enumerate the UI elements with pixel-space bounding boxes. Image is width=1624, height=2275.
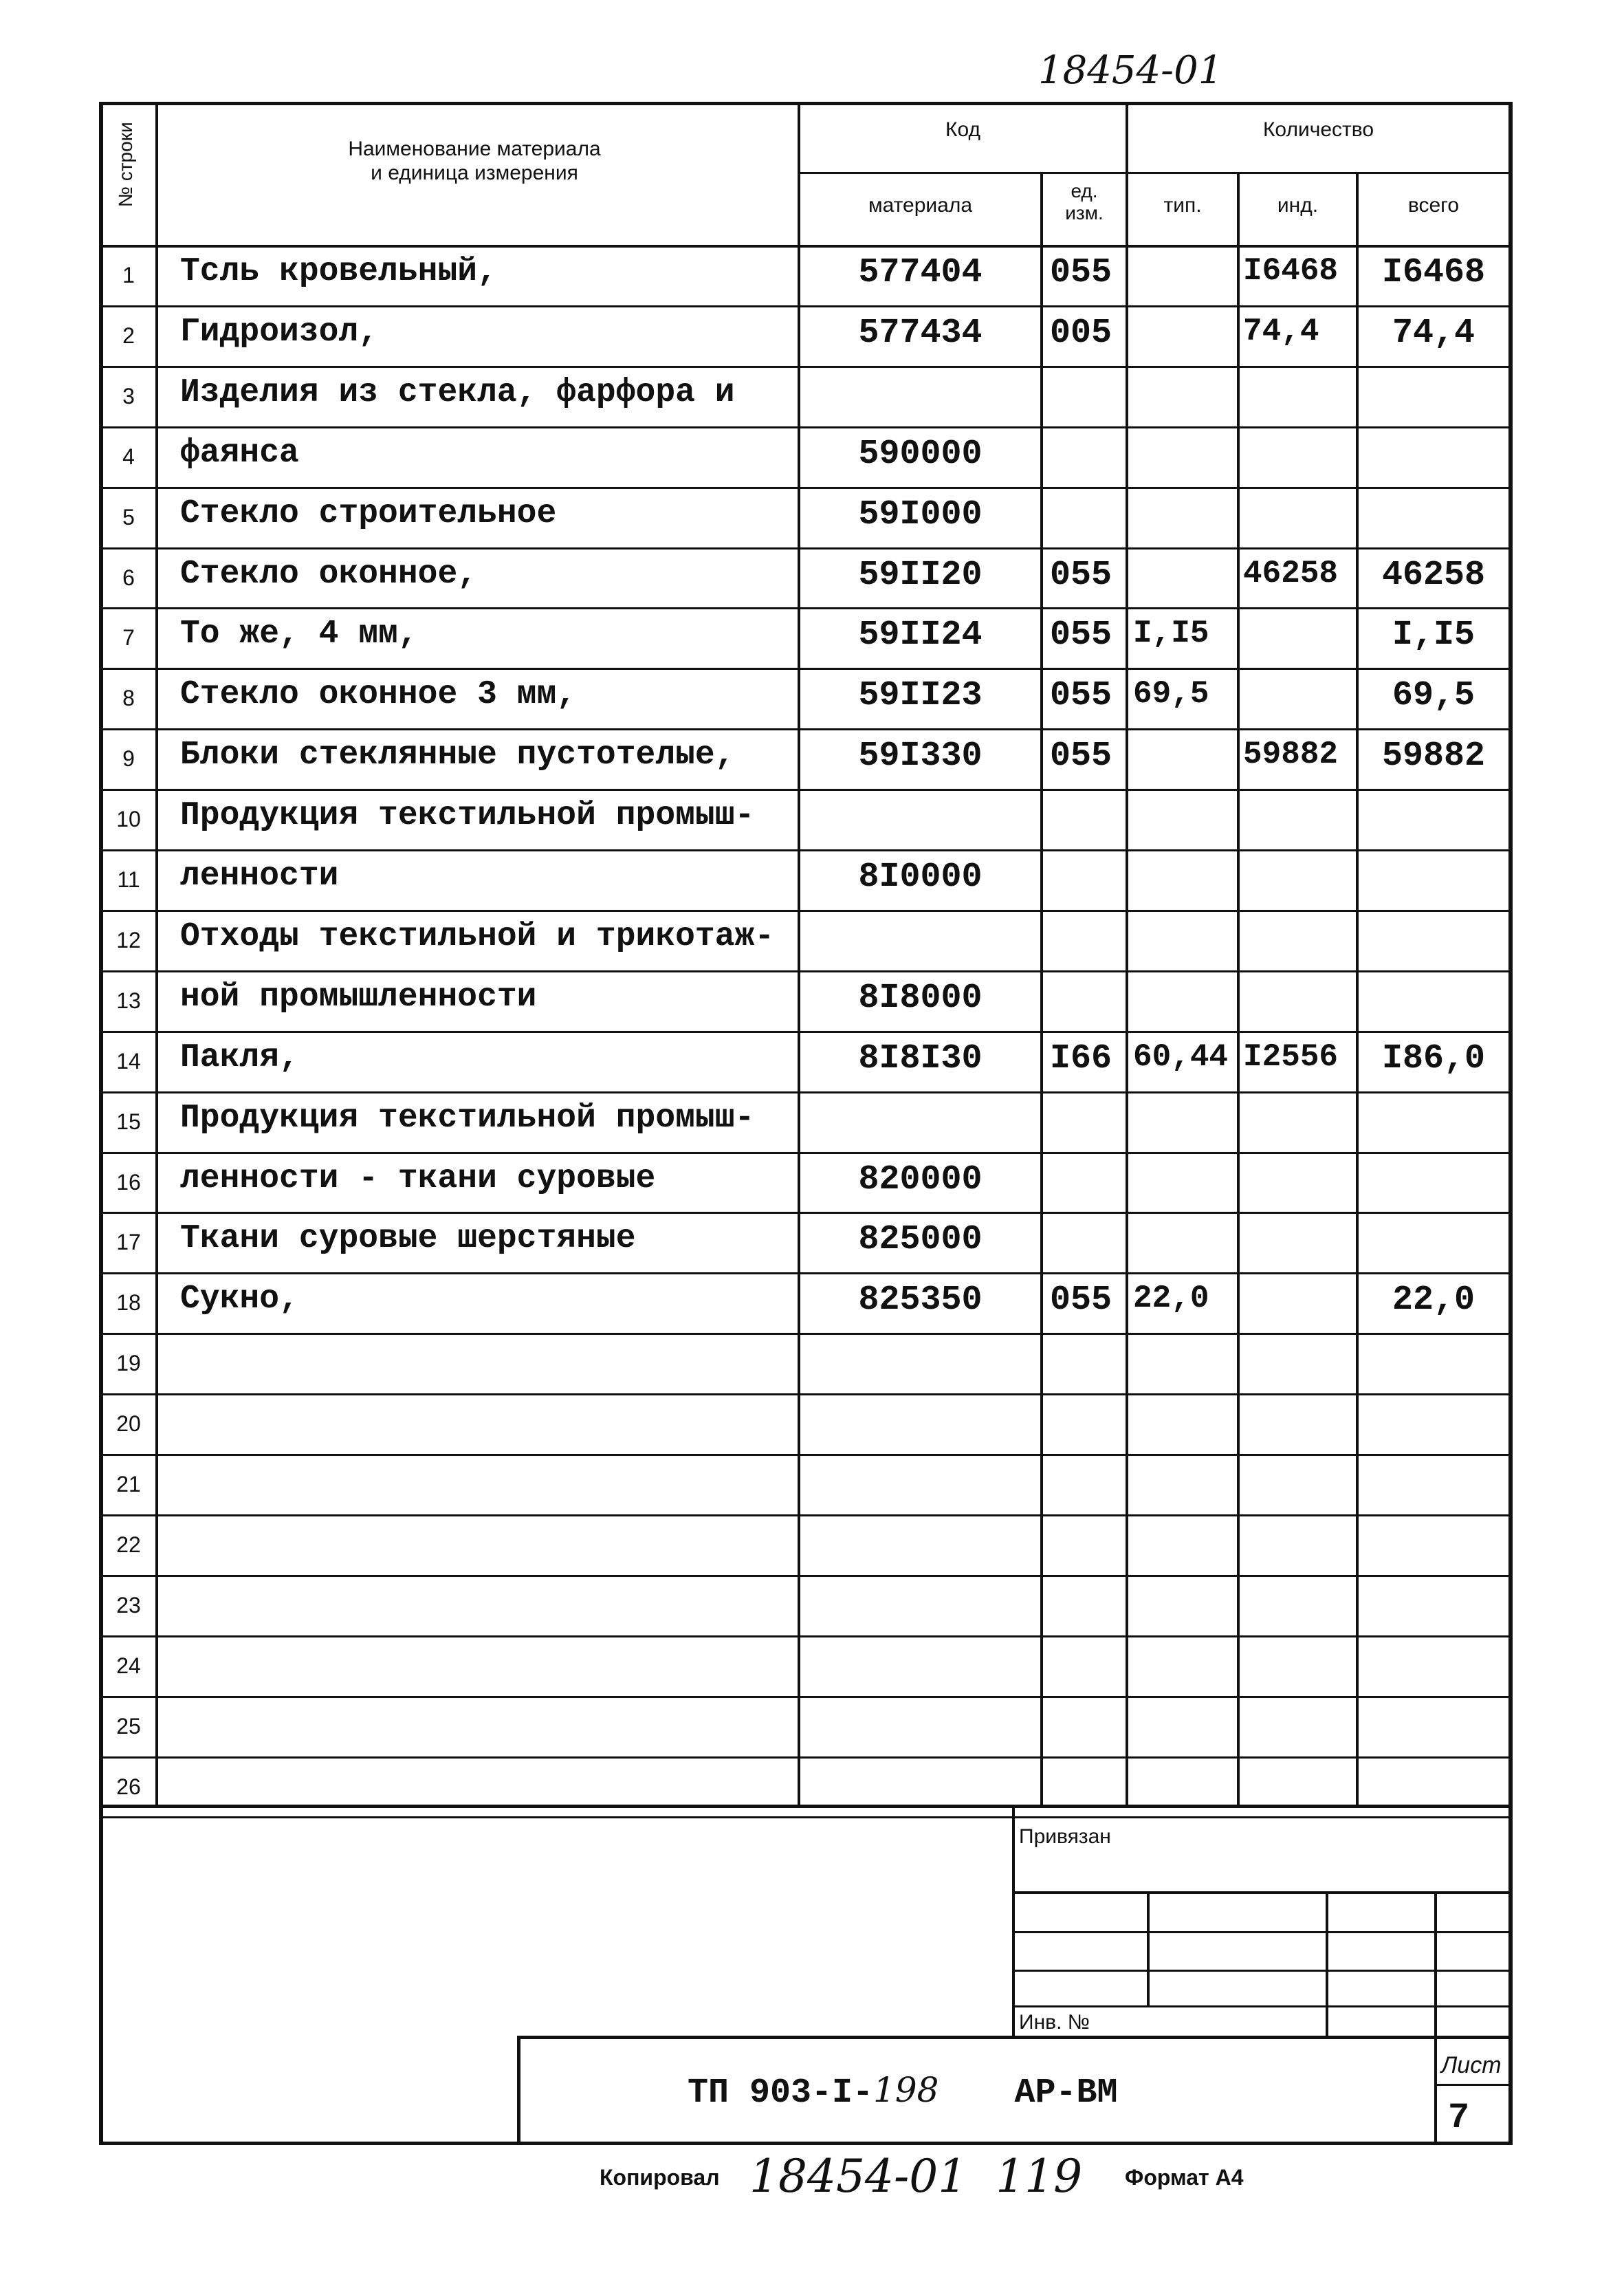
- row-number: 5: [122, 504, 135, 530]
- material-code-cell: 577434: [858, 313, 983, 353]
- material-code-cell: 825350: [858, 1281, 983, 1320]
- designation-handwritten: 198: [873, 2070, 939, 2110]
- material-code-cell: 59I000: [858, 494, 983, 534]
- row-number: 7: [122, 625, 135, 651]
- material-code-cell: 8I0000: [858, 858, 983, 897]
- header-qty-total: всего: [1407, 194, 1460, 217]
- document-designation: [688, 2070, 1118, 2113]
- row-number: 26: [116, 1774, 141, 1799]
- material-name-cell: Стекло строительное: [180, 494, 557, 532]
- row-number: 3: [122, 383, 135, 409]
- row-number: 15: [116, 1109, 141, 1134]
- qty-type-cell: 22,0: [1133, 1281, 1209, 1317]
- row-number: 25: [116, 1713, 141, 1739]
- privyazan-label: Привязан: [1019, 1825, 1111, 1848]
- qty-ind-cell: 59882: [1243, 737, 1339, 773]
- unit-code-cell: 055: [1050, 1281, 1112, 1320]
- header-quantity: Количество: [1262, 118, 1374, 141]
- material-code-cell: 59I330: [858, 737, 983, 776]
- designation-printed: ТП 903-I-: [688, 2073, 874, 2113]
- row-number: 12: [116, 927, 141, 953]
- material-name-cell: Сукно,: [180, 1281, 299, 1318]
- row-number: 6: [122, 565, 135, 590]
- material-name-cell: Ткани суровые шерстяные: [180, 1220, 636, 1258]
- row-number: 23: [116, 1592, 141, 1618]
- designation-suffix: АР-ВМ: [1014, 2073, 1118, 2113]
- copied-handwritten-number: 18454-01 119: [749, 2150, 1083, 2203]
- row-number: 2: [122, 323, 135, 348]
- row-number: 20: [116, 1411, 141, 1437]
- row-number: 18: [116, 1290, 141, 1316]
- header-row-number: № строки: [114, 122, 136, 208]
- material-name-cell: ленности - ткани суровые: [180, 1160, 656, 1197]
- material-code-cell: 59II24: [858, 616, 983, 655]
- qty-total-cell: I86,0: [1381, 1038, 1486, 1078]
- unit-code-cell: I66: [1050, 1038, 1112, 1078]
- row-number: 11: [117, 867, 140, 892]
- material-name-cell: Блоки стеклянные пустотелые,: [180, 737, 735, 774]
- qty-total-cell: 69,5: [1392, 676, 1475, 716]
- sheet-label: Лист: [1441, 2052, 1502, 2078]
- qty-total-cell: 74,4: [1392, 313, 1475, 353]
- qty-total-cell: 59882: [1381, 737, 1486, 776]
- qty-total-cell: I6468: [1381, 253, 1486, 292]
- top-handwritten-number: 18454-01: [1038, 48, 1223, 93]
- unit-code-cell: 055: [1050, 616, 1112, 655]
- qty-type-cell: I,I5: [1133, 616, 1209, 652]
- inventory-number-label: Инв. №: [1019, 2011, 1090, 2034]
- material-code-cell: 590000: [858, 434, 983, 474]
- row-number: 10: [116, 807, 141, 832]
- row-number: 13: [116, 988, 141, 1013]
- unit-code-cell: 055: [1050, 555, 1112, 595]
- material-name-cell: Отходы текстильной и трикотаж-: [180, 917, 775, 955]
- material-code-cell: 8I8000: [858, 978, 983, 1018]
- material-name-cell: ной промышленности: [180, 978, 537, 1016]
- material-code-cell: 577404: [858, 253, 983, 292]
- row-number: 21: [116, 1472, 141, 1496]
- material-name-cell: Тсль кровельный,: [180, 253, 497, 290]
- qty-type-cell: 69,5: [1133, 676, 1209, 712]
- unit-code-cell: 005: [1050, 313, 1112, 353]
- material-code-cell: 825000: [858, 1220, 983, 1260]
- header-qty-ind: инд.: [1277, 194, 1319, 217]
- material-code-cell: 8I8I30: [858, 1038, 983, 1078]
- row-number: 14: [116, 1048, 141, 1074]
- row-number: 19: [116, 1351, 141, 1376]
- row-number: 1: [122, 263, 135, 287]
- qty-total-cell: 46258: [1381, 555, 1486, 595]
- unit-code-cell: 055: [1050, 676, 1112, 716]
- material-name-cell: фаянса: [180, 434, 299, 472]
- unit-code-cell: 055: [1050, 737, 1112, 776]
- qty-ind-cell: 74,4: [1243, 313, 1319, 349]
- row-number: 16: [116, 1169, 141, 1195]
- header-code: Код: [945, 118, 980, 141]
- qty-type-cell: 60,44: [1133, 1038, 1229, 1075]
- material-name-cell: То же, 4 мм,: [180, 616, 418, 653]
- header-material-name: Наименование материала и единица измерения: [348, 138, 601, 184]
- qty-total-cell: I,I5: [1392, 616, 1475, 655]
- material-name-cell: Изделия из стекла, фарфора и: [180, 373, 735, 411]
- row-number: 24: [116, 1653, 141, 1678]
- material-name-cell: Стекло оконное 3 мм,: [180, 676, 577, 714]
- material-name-cell: Пакля,: [180, 1038, 299, 1076]
- copied-label: Копировал: [600, 2165, 720, 2190]
- header-code-material: материала: [868, 194, 973, 217]
- row-number: 4: [122, 444, 135, 469]
- material-name-cell: Стекло оконное,: [180, 555, 478, 593]
- qty-ind-cell: 46258: [1243, 555, 1339, 591]
- material-name-cell: Продукция текстильной промыш-: [180, 1099, 755, 1137]
- qty-total-cell: 22,0: [1392, 1281, 1475, 1320]
- qty-ind-cell: I2556: [1243, 1038, 1339, 1075]
- unit-code-cell: 055: [1050, 253, 1112, 292]
- sheet-number: 7: [1448, 2098, 1470, 2138]
- material-code-cell: 820000: [858, 1160, 983, 1199]
- material-name-cell: Продукция текстильной промыш-: [180, 797, 755, 835]
- header-code-unit: ед. изм.: [1065, 180, 1104, 224]
- format-label: Формат А4: [1125, 2165, 1244, 2190]
- material-name-cell: ленности: [180, 858, 339, 895]
- header-qty-type: тип.: [1163, 194, 1202, 217]
- qty-ind-cell: I6468: [1243, 253, 1339, 289]
- row-number: 8: [122, 686, 135, 711]
- row-number: 17: [116, 1230, 141, 1255]
- material-code-cell: 59II20: [858, 555, 983, 595]
- material-code-cell: 59II23: [858, 676, 983, 716]
- row-number: 22: [116, 1532, 141, 1557]
- row-number: 9: [122, 746, 135, 772]
- material-name-cell: Гидроизол,: [180, 313, 379, 351]
